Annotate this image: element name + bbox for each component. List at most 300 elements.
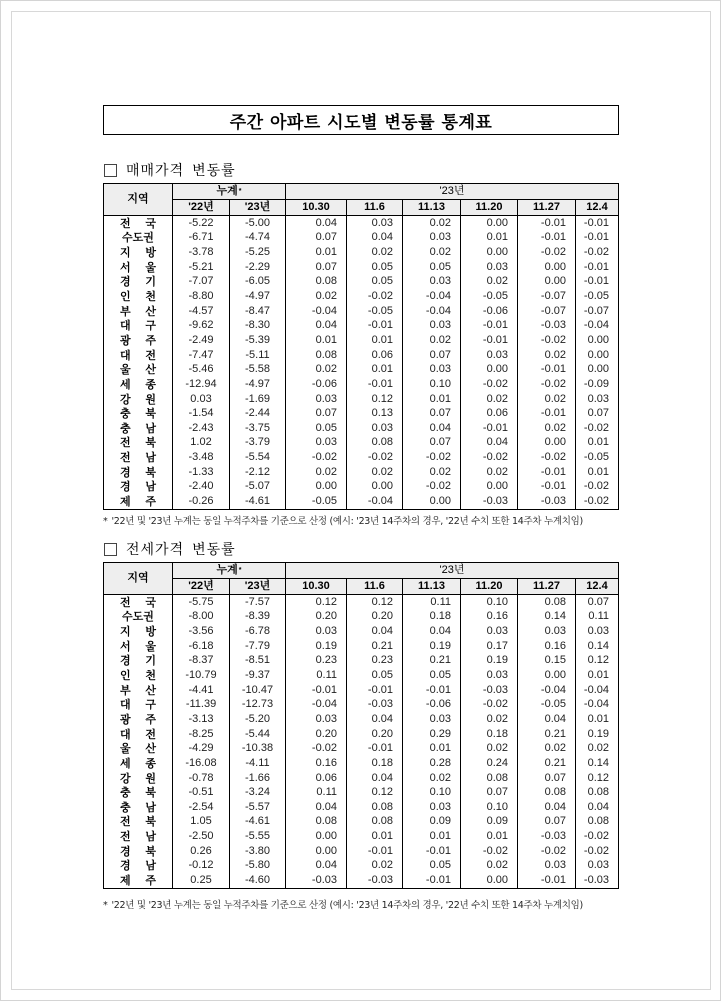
weekly-value-cell: -0.01 [461,318,518,333]
weekly-value-cell: 0.01 [403,392,461,407]
region-cell [104,639,173,654]
checkbox-square-icon [104,543,117,556]
region-cell [104,668,173,683]
cum-22-cell: -0.12 [173,859,230,874]
weekly-value-cell: 0.11 [576,610,619,625]
cum-22-cell: -4.41 [173,683,230,698]
cum-23-cell: -8.47 [230,304,286,319]
weekly-value-cell: 0.08 [286,815,347,830]
weekly-value-cell: 0.06 [461,406,518,421]
region-name: 서 울 [120,639,156,653]
weekly-value-cell: 0.00 [576,333,619,348]
region-cell [104,318,173,333]
weekly-value-cell: 0.02 [461,275,518,290]
weekly-value-cell: 0.02 [461,712,518,727]
region-name: 광 주 [120,712,156,726]
region-name: 광 주 [120,333,156,347]
table-row [104,654,619,669]
weekly-value-cell: 0.08 [347,800,403,815]
region-cell [104,712,173,727]
cum-22-cell: -1.33 [173,465,230,480]
cum-23-cell: -4.61 [230,494,286,509]
cum-23-cell: -5.58 [230,362,286,377]
cum-23-cell: -5.00 [230,216,286,231]
region-cell [104,275,173,290]
weekly-value-cell: 0.00 [461,245,518,260]
weekly-value-cell: 0.12 [347,785,403,800]
weekly-value-cell: 0.01 [347,333,403,348]
weekly-value-cell: 0.07 [286,406,347,421]
weekly-value-cell: -0.02 [461,377,518,392]
weekly-value-cell: 0.07 [403,406,461,421]
weekly-value-cell: 0.00 [518,668,576,683]
region-name: 서 울 [120,260,156,274]
weekly-value-cell: 0.00 [518,275,576,290]
cum-22-cell: -5.22 [173,216,230,231]
header-week: 10.30 [286,200,347,216]
table-row [104,829,619,844]
region-cell [104,436,173,451]
cum-23-cell: -9.37 [230,668,286,683]
weekly-value-cell: -0.02 [576,421,619,436]
cum-22-cell: -3.48 [173,450,230,465]
table-row [104,668,619,683]
weekly-value-cell: 0.01 [286,245,347,260]
section-heading-jeonse [104,539,236,559]
footnote-mark: * [238,567,242,574]
header-region: 지역 [104,563,173,595]
weekly-value-cell: 0.02 [403,333,461,348]
weekly-value-cell: 0.01 [461,231,518,246]
table-header [104,184,619,216]
cum-22-cell: -8.25 [173,727,230,742]
header-cum-year: '23년 [230,579,286,595]
weekly-value-cell: -0.01 [403,683,461,698]
weekly-value-cell: 0.01 [347,362,403,377]
weekly-value-cell: -0.01 [518,231,576,246]
weekly-value-cell: -0.03 [518,829,576,844]
section-heading-part1: 전세가격 [126,542,185,558]
cum-23-cell: -5.57 [230,800,286,815]
weekly-value-cell: 0.02 [518,392,576,407]
weekly-value-cell: 0.01 [461,829,518,844]
header-cum-year: '22년 [173,579,230,595]
cum-22-cell: -7.07 [173,275,230,290]
weekly-value-cell: 0.19 [461,654,518,669]
sale-footnote [103,513,583,527]
weekly-value-cell: 0.00 [461,216,518,231]
weekly-value-cell: 0.18 [403,610,461,625]
weekly-value-cell: 0.20 [286,610,347,625]
weekly-value-cell: 0.02 [403,216,461,231]
region-cell [104,815,173,830]
weekly-value-cell: -0.01 [347,318,403,333]
weekly-value-cell: -0.02 [461,697,518,712]
weekly-value-cell: -0.02 [518,333,576,348]
header-region: 지역 [104,184,173,216]
cum-22-cell: -16.08 [173,756,230,771]
weekly-value-cell: -0.02 [576,844,619,859]
header-week: 12.4 [576,579,619,595]
weekly-value-cell: 0.04 [347,712,403,727]
region-name: 대 구 [120,319,156,333]
weekly-value-cell: 0.14 [518,610,576,625]
cum-22-cell: -12.94 [173,377,230,392]
weekly-value-cell: -0.05 [461,289,518,304]
header-week: 11.13 [403,579,461,595]
table-row [104,727,619,742]
weekly-value-cell: 0.03 [461,624,518,639]
weekly-value-cell: 0.03 [576,624,619,639]
cum-22-cell: -5.46 [173,362,230,377]
region-cell [104,654,173,669]
cum-23-cell: -1.69 [230,392,286,407]
region-cell [104,873,173,888]
weekly-value-cell: -0.05 [576,450,619,465]
header-row [104,563,619,579]
table-row [104,771,619,786]
region-name: 제 주 [120,873,156,887]
weekly-value-cell: -0.02 [403,450,461,465]
weekly-value-cell: 0.05 [403,668,461,683]
region-cell [104,741,173,756]
table-row [104,377,619,392]
weekly-value-cell: 0.03 [286,712,347,727]
region-name: 지 방 [120,625,156,639]
weekly-value-cell: -0.04 [347,494,403,509]
region-cell [104,829,173,844]
weekly-value-cell: -0.02 [518,245,576,260]
weekly-value-cell: -0.01 [403,844,461,859]
weekly-value-cell: 0.03 [576,392,619,407]
region-cell [104,595,173,610]
header-row [104,184,619,200]
weekly-value-cell: -0.02 [347,289,403,304]
table-row [104,683,619,698]
cum-22-cell: -2.50 [173,829,230,844]
table-row [104,304,619,319]
cum-23-cell: -4.11 [230,756,286,771]
cum-23-cell: -8.39 [230,610,286,625]
weekly-value-cell: 0.08 [576,815,619,830]
cum-23-cell: -2.29 [230,260,286,275]
weekly-value-cell: 0.24 [461,756,518,771]
header-cumulative [173,563,286,579]
weekly-value-cell: 0.03 [403,275,461,290]
header-cum-year: '22년 [173,200,230,216]
weekly-value-cell: -0.04 [403,304,461,319]
weekly-value-cell: 0.02 [518,741,576,756]
region-name: 경 기 [120,654,156,668]
weekly-value-cell: 0.07 [518,815,576,830]
weekly-value-cell: 0.03 [403,712,461,727]
sale-price-table [103,183,619,510]
cum-23-cell: -3.80 [230,844,286,859]
weekly-value-cell: 0.14 [576,639,619,654]
cum-22-cell: -2.49 [173,333,230,348]
cum-23-cell: -8.30 [230,318,286,333]
region-cell [104,756,173,771]
weekly-value-cell: 0.02 [347,859,403,874]
weekly-value-cell: -0.05 [286,494,347,509]
region-cell [104,333,173,348]
region-name: 충 남 [120,421,156,435]
header-row [104,579,619,595]
cum-22-cell: 1.05 [173,815,230,830]
header-cumulative [173,184,286,200]
table-row [104,348,619,363]
table-row [104,697,619,712]
table-row [104,260,619,275]
cum-23-cell: -2.12 [230,465,286,480]
cum-23-cell: -3.24 [230,785,286,800]
weekly-value-cell: 0.01 [576,712,619,727]
weekly-value-cell: 0.08 [518,595,576,610]
weekly-value-cell: 0.02 [461,465,518,480]
weekly-value-cell: 0.00 [286,480,347,495]
weekly-value-cell: -0.01 [461,421,518,436]
weekly-value-cell: -0.04 [518,683,576,698]
weekly-value-cell: 0.19 [286,639,347,654]
weekly-value-cell: 0.14 [576,756,619,771]
weekly-value-cell: 0.23 [286,654,347,669]
section-heading-part1: 매매가격 [126,163,185,179]
weekly-value-cell: -0.01 [576,231,619,246]
table-row [104,859,619,874]
region-cell [104,697,173,712]
weekly-value-cell: 0.10 [461,595,518,610]
footnote-text: '22년 및 '23년 누계는 동일 누적주차를 기준으로 산정 (예시: '23년 14주차의 경우, '22년 수치 또한 14주차 누계치임) [111,516,583,527]
weekly-value-cell: -0.04 [403,289,461,304]
weekly-value-cell: -0.01 [347,844,403,859]
weekly-value-cell: 0.00 [461,873,518,888]
weekly-value-cell: 0.03 [286,392,347,407]
weekly-value-cell: 0.00 [403,494,461,509]
checkbox-square-icon [104,164,117,177]
weekly-value-cell: 0.07 [286,231,347,246]
header-year-group: '23년 [286,184,619,200]
section-heading-part2: 변동률 [192,542,236,558]
weekly-value-cell: -0.02 [347,450,403,465]
weekly-value-cell: -0.03 [576,873,619,888]
weekly-value-cell: 0.16 [518,639,576,654]
table-row [104,318,619,333]
weekly-value-cell: -0.05 [518,697,576,712]
cum-22-cell: -8.80 [173,289,230,304]
region-name: 충 북 [120,786,156,800]
weekly-value-cell: 0.20 [347,727,403,742]
weekly-value-cell: -0.03 [347,697,403,712]
table-row [104,624,619,639]
weekly-value-cell: 0.18 [461,727,518,742]
cum-22-cell: -11.39 [173,697,230,712]
weekly-value-cell: 0.02 [403,465,461,480]
weekly-value-cell: 0.02 [403,771,461,786]
table-row [104,741,619,756]
cum-23-cell: -4.61 [230,815,286,830]
weekly-value-cell: 0.04 [347,624,403,639]
weekly-value-cell: 0.02 [576,741,619,756]
weekly-value-cell: -0.05 [347,304,403,319]
table-row [104,712,619,727]
region-name: 경 기 [120,275,156,289]
cum-23-cell: -5.80 [230,859,286,874]
table-row [104,785,619,800]
region-cell [104,771,173,786]
weekly-value-cell: -0.02 [576,829,619,844]
weekly-value-cell: 0.08 [347,815,403,830]
region-name: 인 천 [120,669,156,683]
weekly-value-cell: -0.07 [518,304,576,319]
table-row [104,333,619,348]
weekly-value-cell: -0.01 [576,275,619,290]
header-week: 11.27 [518,579,576,595]
weekly-value-cell: 0.02 [518,421,576,436]
weekly-value-cell: -0.01 [347,377,403,392]
weekly-value-cell: 0.03 [518,859,576,874]
table-row [104,216,619,231]
jeonse-price-table [103,562,619,889]
header-cumulative-label: 누계 [216,185,238,197]
weekly-value-cell: -0.03 [286,873,347,888]
table-row [104,231,619,246]
weekly-value-cell: -0.02 [518,844,576,859]
weekly-value-cell: -0.01 [347,741,403,756]
region-cell [104,465,173,480]
region-name: 세 종 [120,756,156,770]
weekly-value-cell: 0.20 [347,610,403,625]
weekly-value-cell: 0.07 [518,771,576,786]
weekly-value-cell: 0.03 [286,624,347,639]
weekly-value-cell: 0.07 [403,436,461,451]
weekly-value-cell: 0.03 [286,436,347,451]
region-cell [104,406,173,421]
region-name: 대 구 [120,698,156,712]
cum-23-cell: -5.07 [230,480,286,495]
table-row [104,480,619,495]
cum-23-cell: -5.11 [230,348,286,363]
footnote-mark: * [238,188,242,195]
footnote-bullet: * [103,900,108,911]
weekly-value-cell: -0.02 [518,450,576,465]
cum-23-cell: -7.57 [230,595,286,610]
weekly-value-cell: 0.12 [347,392,403,407]
cum-23-cell: -4.60 [230,873,286,888]
table-row [104,844,619,859]
cum-23-cell: -10.47 [230,683,286,698]
cum-23-cell: -1.66 [230,771,286,786]
weekly-value-cell: -0.01 [576,216,619,231]
weekly-value-cell: -0.01 [518,406,576,421]
weekly-value-cell: 0.02 [461,392,518,407]
region-cell [104,800,173,815]
header-row [104,200,619,216]
weekly-value-cell: 0.21 [518,727,576,742]
header-week: 10.30 [286,579,347,595]
weekly-value-cell: 0.05 [403,260,461,275]
weekly-value-cell: 0.02 [286,289,347,304]
weekly-value-cell: -0.03 [461,683,518,698]
weekly-value-cell: -0.02 [518,377,576,392]
weekly-value-cell: 0.07 [576,406,619,421]
cum-23-cell: -7.79 [230,639,286,654]
weekly-value-cell: 0.01 [347,829,403,844]
weekly-value-cell: -0.02 [286,741,347,756]
cum-22-cell: -2.54 [173,800,230,815]
weekly-value-cell: 0.03 [461,668,518,683]
table-body [104,595,619,889]
region-cell [104,480,173,495]
weekly-value-cell: 0.21 [518,756,576,771]
region-name: 수도권 [122,231,154,245]
weekly-value-cell: -0.03 [518,494,576,509]
weekly-value-cell: 0.03 [347,216,403,231]
weekly-value-cell: 0.12 [347,595,403,610]
cum-23-cell: -5.39 [230,333,286,348]
region-name: 수도권 [122,610,154,624]
weekly-value-cell: 0.21 [347,639,403,654]
weekly-value-cell: 0.02 [403,245,461,260]
table-row [104,595,619,610]
weekly-value-cell: 0.08 [518,785,576,800]
weekly-value-cell: 0.04 [576,800,619,815]
region-cell [104,362,173,377]
weekly-value-cell: 0.00 [461,362,518,377]
weekly-value-cell: 0.13 [347,406,403,421]
weekly-value-cell: -0.02 [403,480,461,495]
table-row [104,421,619,436]
header-week: 11.20 [461,579,518,595]
weekly-value-cell: 0.07 [403,348,461,363]
weekly-value-cell: -0.06 [461,304,518,319]
weekly-value-cell: 0.08 [576,785,619,800]
weekly-value-cell: 0.01 [403,741,461,756]
weekly-value-cell: 0.20 [286,727,347,742]
header-cumulative-label: 누계 [216,564,238,576]
weekly-value-cell: 0.00 [518,260,576,275]
cum-23-cell: -4.97 [230,289,286,304]
weekly-value-cell: 0.04 [286,800,347,815]
weekly-value-cell: -0.04 [576,697,619,712]
weekly-value-cell: 0.10 [403,785,461,800]
weekly-value-cell: 0.04 [286,318,347,333]
weekly-value-cell: 0.00 [461,480,518,495]
region-cell [104,624,173,639]
region-name: 대 전 [120,727,156,741]
table-row [104,362,619,377]
cum-22-cell: -9.62 [173,318,230,333]
weekly-value-cell: 0.08 [347,436,403,451]
region-cell [104,289,173,304]
weekly-value-cell: -0.01 [576,260,619,275]
weekly-value-cell: -0.07 [518,289,576,304]
weekly-value-cell: -0.04 [576,318,619,333]
cum-22-cell: -8.00 [173,610,230,625]
cum-22-cell: -2.43 [173,421,230,436]
weekly-value-cell: 0.11 [403,595,461,610]
weekly-value-cell: -0.06 [286,377,347,392]
table-header [104,563,619,595]
weekly-value-cell: -0.02 [461,844,518,859]
weekly-value-cell: 0.03 [403,800,461,815]
region-cell [104,260,173,275]
cum-23-cell: -4.74 [230,231,286,246]
document-title: 주간 아파트 시도별 변동률 통계표 [103,105,619,135]
weekly-value-cell: 0.02 [347,245,403,260]
cum-23-cell: -5.25 [230,245,286,260]
table-row [104,275,619,290]
weekly-value-cell: 0.12 [576,654,619,669]
